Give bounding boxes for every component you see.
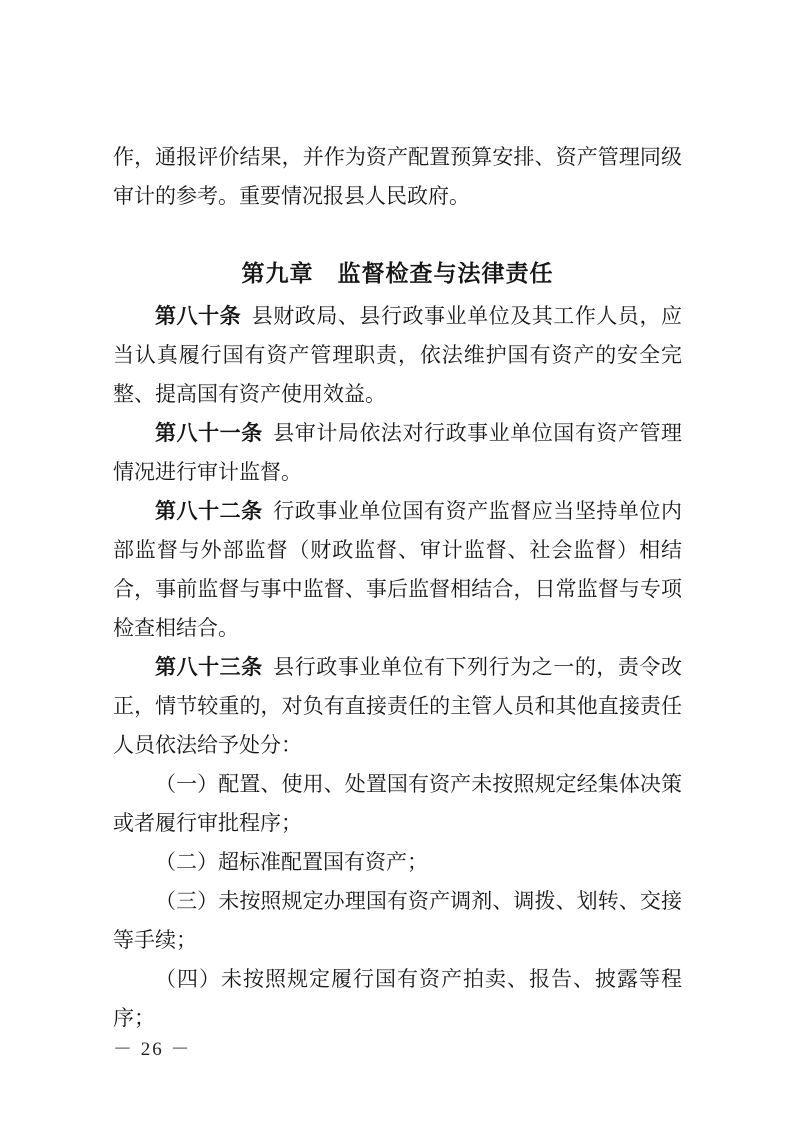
- article-83-number: 第八十三条: [155, 655, 263, 679]
- article-82: [113, 492, 682, 648]
- list-item-1: （一）配置、使用、处置国有资产未按照规定经集体决策或者履行审批程序；: [113, 772, 682, 835]
- list-item-2: （二）超标准配置国有资产；: [155, 850, 428, 874]
- list-item-3: （三）未按照规定办理国有资产调剂、调拨、划转、交接等手续；: [113, 889, 682, 952]
- paragraph-continuation: 作，通报评价结果，并作为资产配置预算安排、资产管理同级审计的参考。重要情况报县人民政府。: [113, 145, 682, 208]
- list-item-4: （四）未按照规定履行国有资产拍卖、报告、披露等程序；: [113, 967, 682, 1030]
- article-82-number: 第八十二条: [155, 499, 263, 523]
- article-81: [113, 414, 682, 492]
- article-80: [113, 297, 682, 414]
- page-number: － 26 －: [113, 1039, 192, 1060]
- document-body: [113, 138, 682, 1038]
- article-81-text: 县审计局依法对行政事业单位国有资产管理情况进行审计监督。: [113, 421, 682, 484]
- article-80-text: 县财政局、县行政事业单位及其工作人员，应当认真履行国有资产管理职责，依法维护国有资产的安全完整、提高国有资产使用效益。: [113, 304, 683, 406]
- chapter-heading: 第九章 监督检查与法律责任: [241, 260, 554, 286]
- article-81-number: 第八十一条: [155, 421, 263, 445]
- article-83: [113, 648, 682, 765]
- article-80-number: 第八十条: [155, 304, 242, 328]
- article-82-text: 行政事业单位国有资产监督应当坚持单位内部监督与外部监督（财政监督、审计监督、社会监督）相结合，事前监督与事中监督、事后监督相结合，日常监督与专项检查相结合。: [113, 499, 682, 640]
- article-83-text: 县行政事业单位有下列行为之一的，责令改正，情节较重的，对负有直接责任的主管人员和其他直接责任人员依法给予处分：: [113, 655, 682, 757]
